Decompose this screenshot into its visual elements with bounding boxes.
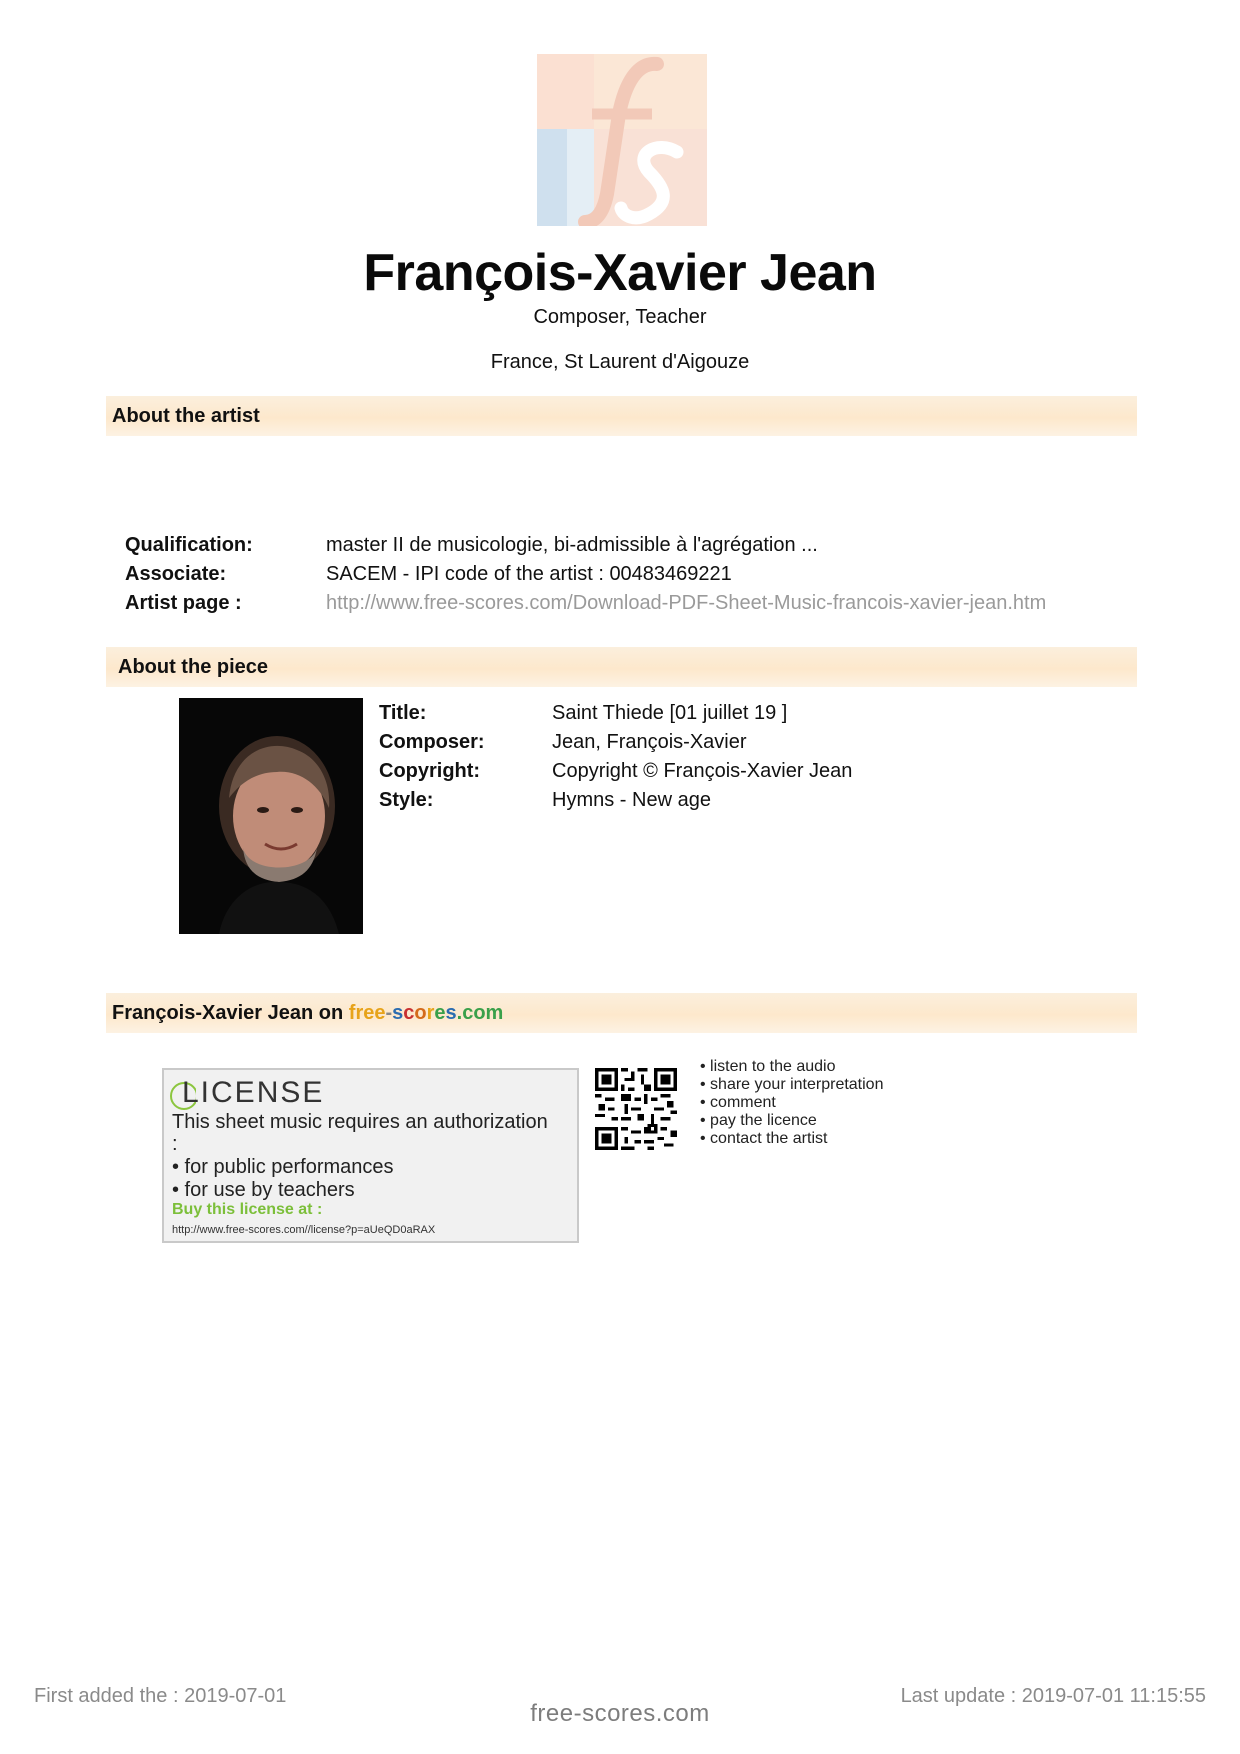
- buy-license-label[interactable]: Buy this license at :: [172, 1201, 323, 1218]
- composer-label: Composer:: [379, 731, 485, 753]
- artist-roles: Composer, Teacher: [533, 306, 707, 328]
- artist-page-label: Artist page :: [125, 592, 242, 614]
- free-scores-logo-icon: [537, 54, 707, 226]
- associate-value: SACEM - IPI code of the artist : 00483469221: [326, 563, 732, 585]
- artist-page-link[interactable]: http://www.free-scores.com/Download-PDF-Sheet-Music-francois-xavier-jean.htm: [326, 592, 1047, 614]
- list-item[interactable]: • comment: [700, 1094, 776, 1111]
- style-value: Hymns - New age: [552, 789, 711, 811]
- on-site-title-prefix: François-Xavier Jean on: [112, 1002, 344, 1024]
- last-update-date: Last update : 2019-07-01 11:15:55: [900, 1685, 1206, 1707]
- license-text-line1: This sheet music requires an authorization: [172, 1111, 548, 1133]
- list-item[interactable]: • pay the licence: [700, 1112, 817, 1129]
- free-scores-brand-link[interactable]: free-scores.com: [348, 1002, 504, 1024]
- composer-value: Jean, François-Xavier: [552, 731, 747, 753]
- license-box[interactable]: [162, 1068, 579, 1243]
- section-title: About the artist: [112, 405, 260, 427]
- list-item[interactable]: • listen to the audio: [700, 1058, 836, 1075]
- footer-brand: free-scores.com: [530, 1700, 710, 1727]
- artist-location: France, St Laurent d'Aigouze: [490, 351, 750, 373]
- list-item[interactable]: • contact the artist: [700, 1130, 828, 1147]
- license-text-line2: :: [172, 1133, 178, 1155]
- section-about-piece: [106, 647, 1137, 687]
- license-text-line3: • for public performances: [172, 1156, 394, 1178]
- artist-photo: [179, 698, 363, 934]
- style-label: Style:: [379, 789, 434, 811]
- feature-list: [700, 1058, 883, 1148]
- qualification-label: Qualification:: [125, 534, 253, 556]
- license-title: LICENSE: [182, 1076, 325, 1109]
- section-about-artist: [106, 396, 1137, 436]
- license-text-line4: • for use by teachers: [172, 1179, 355, 1201]
- artist-name: François-Xavier Jean: [363, 244, 877, 302]
- copyright-label: Copyright:: [379, 760, 481, 782]
- section-title: [112, 1002, 503, 1025]
- qr-code-icon[interactable]: [595, 1068, 677, 1150]
- qualification-value: master II de musicologie, bi-admissible à l'agrégation ...: [326, 534, 818, 556]
- list-item[interactable]: • share your interpretation: [700, 1076, 884, 1093]
- title-value: Saint Thiede [01 juillet 19 ]: [552, 702, 788, 724]
- first-added-date: First added the : 2019-07-01: [34, 1685, 287, 1707]
- copyright-value: Copyright © François-Xavier Jean: [552, 760, 853, 782]
- section-on-free-scores: [106, 993, 1137, 1033]
- associate-label: Associate:: [125, 563, 227, 585]
- section-title: About the piece: [118, 656, 269, 678]
- license-url-link[interactable]: http://www.free-scores.com//license?p=aUeQD0aRAX: [172, 1224, 436, 1236]
- title-label: Title:: [379, 702, 427, 724]
